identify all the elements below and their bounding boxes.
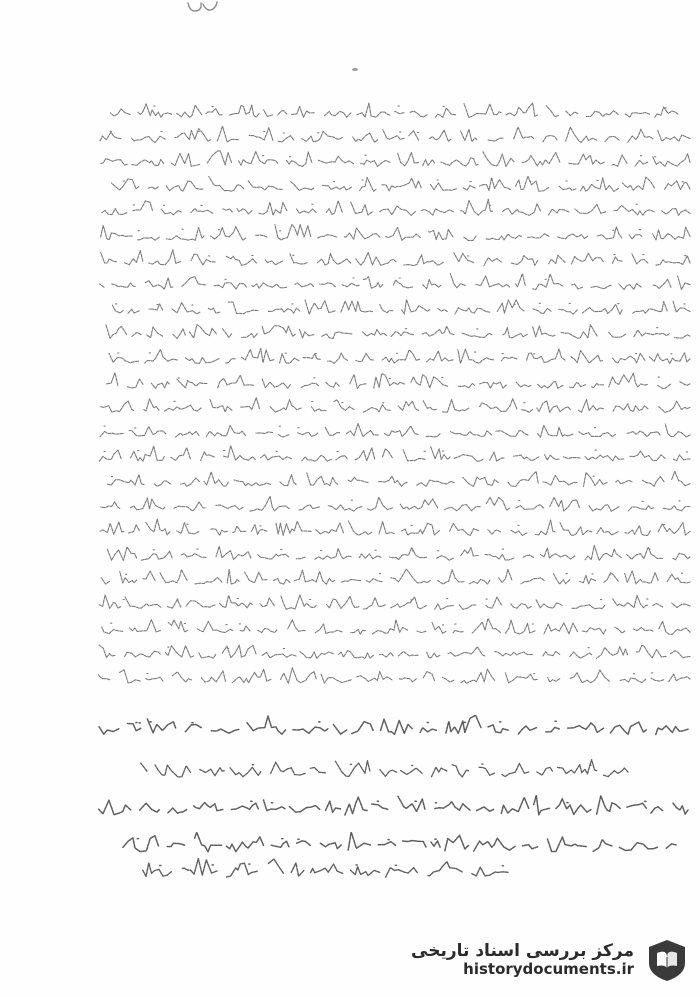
- handwritten-annotation-line: [118, 832, 678, 854]
- handwritten-line: [98, 272, 692, 294]
- handwritten-line: [98, 666, 692, 688]
- book-shield-icon: [644, 937, 690, 983]
- handwritten-line: [98, 321, 692, 343]
- handwritten-line: [98, 149, 692, 171]
- handwritten-line: [98, 371, 692, 393]
- handwritten-line: [98, 592, 692, 614]
- handwritten-line: [98, 494, 692, 516]
- handwritten-line: [98, 346, 692, 368]
- handwritten-annotation-line: [140, 858, 510, 880]
- handwritten-line: [98, 420, 692, 442]
- handwritten-line: [98, 174, 692, 196]
- handwritten-line: [98, 297, 692, 319]
- handwritten-line: [98, 518, 692, 540]
- handwritten-line: [98, 469, 692, 491]
- handwritten-line: [110, 100, 680, 122]
- handwritten-line: [98, 125, 692, 147]
- ink-dot: [352, 68, 358, 71]
- watermark-url: historydocuments.ir: [463, 960, 634, 979]
- handwritten-annotation-line: [96, 715, 690, 737]
- handwritten-line: [98, 248, 692, 270]
- handwritten-line: [98, 444, 692, 466]
- archive-watermark: [410, 930, 690, 990]
- handwritten-line: [98, 198, 692, 220]
- handwritten-line: [98, 395, 692, 417]
- handwritten-line: [98, 617, 692, 639]
- handwritten-line: [98, 223, 692, 245]
- page-number-mark: [185, 0, 221, 14]
- watermark-title: مرکز بررسی اسناد تاریخی: [411, 940, 634, 961]
- handwritten-annotation-line: [96, 795, 690, 817]
- handwritten-annotation-line: [140, 758, 630, 780]
- handwritten-line: [98, 543, 692, 565]
- handwritten-line: [98, 641, 692, 663]
- handwritten-line: [98, 567, 692, 589]
